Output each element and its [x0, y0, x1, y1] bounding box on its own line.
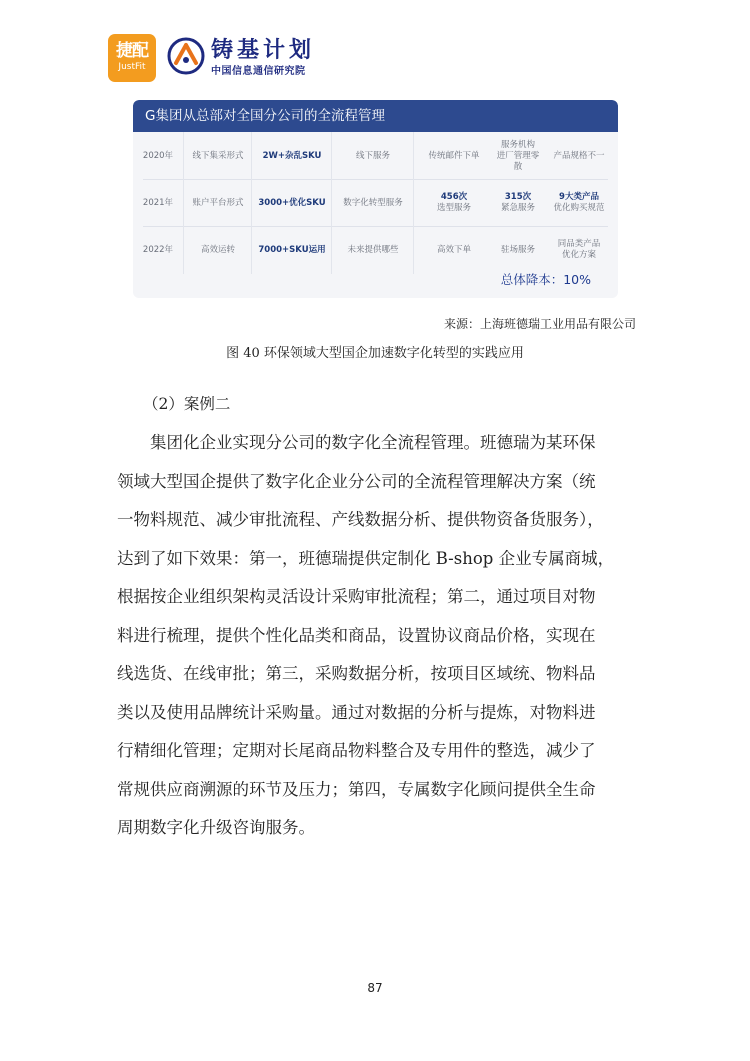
- cell-spec: 产品规格不一: [553, 150, 605, 161]
- paragraph-line: 集团化企业实现分公司的数字化全流程管理。班德瑞为某环保: [150, 433, 596, 452]
- table-row: [133, 132, 618, 180]
- cell-spec-line2: 优化方案: [561, 250, 596, 260]
- body-paragraph: [117, 424, 639, 848]
- cell-branch: [493, 179, 543, 227]
- cell-spec: [543, 179, 615, 227]
- cell-order: [413, 179, 494, 227]
- cell-year: 2022年: [142, 244, 174, 255]
- cell-sku: 3000+优化SKU: [251, 179, 332, 227]
- cell-order: 传统邮件下单: [413, 132, 494, 180]
- cell-branch-line2: 进厂管理零散: [496, 150, 540, 172]
- cell-service: 线下服务: [331, 132, 414, 180]
- paragraph-line: 线选货、在线审批；第三，采购数据分析，按项目区域统、物料品: [117, 664, 596, 683]
- table-row: [133, 226, 618, 274]
- cell-sku: 7000+SKU运用: [251, 226, 332, 274]
- page-number: 87: [367, 981, 383, 995]
- caict-logo-icon: [166, 36, 206, 76]
- cell-service: 未来提供哪些: [331, 226, 414, 274]
- cell-branch: 驻场服务: [500, 244, 535, 255]
- paragraph-line: 行精细化管理；定期对长尾商品物料整合及专用件的整选，减少了: [117, 741, 596, 760]
- justfit-logo: [108, 34, 156, 82]
- cell-order-label: 选型服务: [436, 203, 471, 213]
- cell-form: 线下集采形式: [183, 132, 252, 180]
- figure-total: 总体降本：10%: [500, 272, 591, 287]
- paragraph-line: 类以及使用品牌统计采购量。通过对数据的分析与提炼，对物料进: [117, 702, 596, 722]
- section-subheading: （2）案例二: [143, 395, 231, 413]
- cell-year: 2020年: [142, 150, 174, 161]
- paragraph-line: 料进行梳理，提供个性化品类和商品，设置协议商品价格，实现在: [117, 625, 596, 645]
- cell-branch-value: 315次: [504, 192, 532, 202]
- figure-title: G集团从总部对全国分公司的全流程管理: [133, 100, 618, 132]
- cell-form: 账户平台形式: [183, 179, 252, 227]
- cell-branch: [493, 132, 543, 180]
- cell-spec-label: 优化购买规范: [553, 203, 605, 213]
- table-row: [133, 179, 618, 227]
- cell-form: 高效运转: [183, 226, 252, 274]
- caict-org: 中国信息通信研究院: [211, 66, 306, 77]
- paragraph-line: 达到了如下效果：第一，班德瑞提供定制化 B-shop 企业专属商城，: [117, 548, 615, 568]
- justfit-logo-en: JustFit: [118, 62, 146, 72]
- paragraph-line: 常规供应商溯源的环节及压力；第四，专属数字化顾问提供全生命: [117, 779, 596, 799]
- cell-service: 数字化转型服务: [331, 179, 414, 227]
- paragraph-line: 一物料规范、减少审批流程、产线数据分析、提供物资备货服务），: [117, 510, 604, 529]
- paragraph-line: 领域大型国企提供了数字化企业分公司的全流程管理解决方案（统: [117, 471, 596, 491]
- figure-caption: 图 40 环保领域大型国企加速数字化转型的实践应用: [226, 346, 524, 361]
- paragraph-line: 周期数字化升级咨询服务。: [117, 818, 315, 837]
- cell-spec-value: 9大类产品: [559, 192, 599, 202]
- cell-year: 2021年: [142, 197, 174, 208]
- figure-source: 来源：上海班德瑞工业用品有限公司: [443, 317, 636, 331]
- cell-order: 高效下单: [413, 226, 494, 274]
- cell-spec: [543, 226, 615, 274]
- cell-spec-line1: 同品类产品: [557, 239, 601, 249]
- cell-order-value: 456次: [440, 192, 468, 202]
- cell-branch-line1: 服务机构: [500, 139, 535, 150]
- paragraph-line: 根据按企业组织架构灵活设计采购审批流程；第二，通过项目对物: [117, 587, 596, 606]
- justfit-logo-cn: 捷配: [116, 41, 148, 61]
- cell-sku: 2W+杂乱SKU: [251, 132, 332, 180]
- caict-name: 铸基计划: [211, 38, 316, 63]
- cell-branch-label: 紧急服务: [500, 203, 535, 213]
- figure-panel: [133, 100, 618, 298]
